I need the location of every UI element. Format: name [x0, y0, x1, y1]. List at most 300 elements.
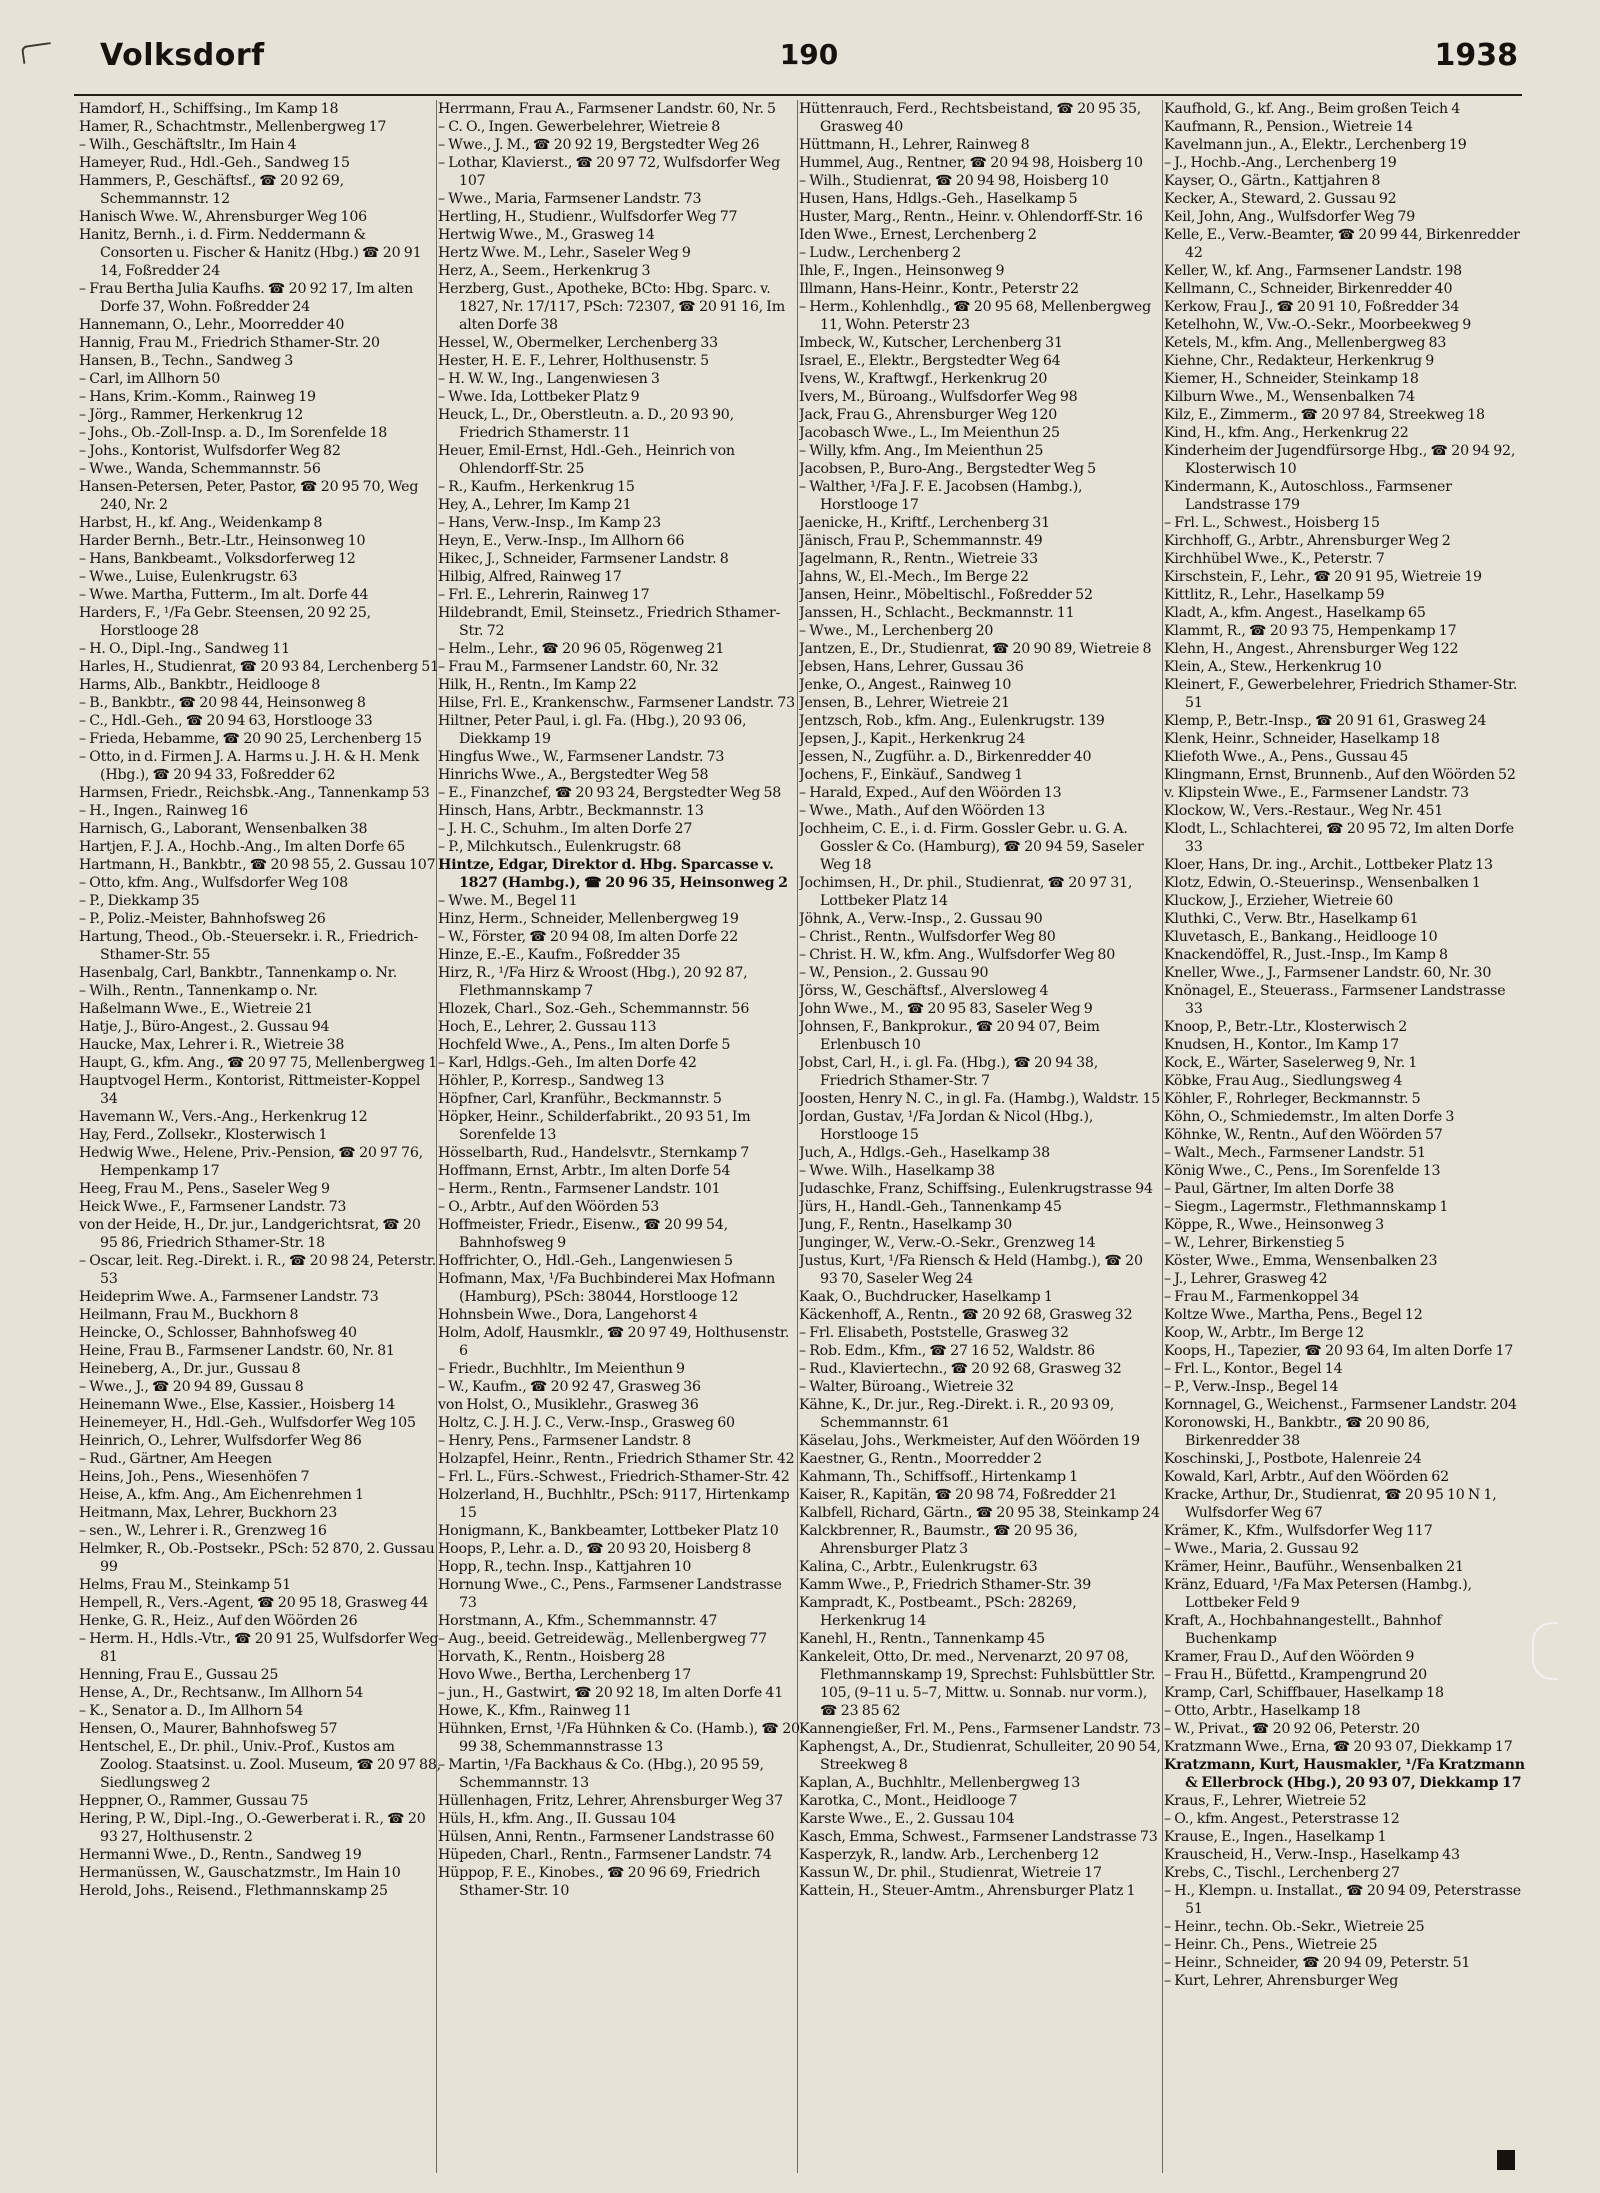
directory-entry: – Frl. L., Fürs.-Schwest., Friedrich-Sthamer-Str. 42	[438, 1469, 790, 1485]
directory-entry: – C., Hdl.-Geh., ☎ 20 94 63, Horstlooge 33	[79, 713, 373, 729]
directory-entry: Hinsch, Hans, Arbtr., Beckmannstr. 13	[438, 803, 704, 819]
directory-entry: Kladt, A., kfm. Angest., Haselkamp 65	[1164, 605, 1426, 621]
directory-entry: Heyn, E., Verw.-Insp., Im Allhorn 66	[438, 533, 685, 549]
directory-entry: Jochens, F., Einkäuf., Sandweg 1	[799, 767, 1023, 783]
directory-entry: – Siegm., Lagermstr., Flethmannskamp 1	[1164, 1199, 1449, 1215]
directory-entry: Knoop, P., Betr.-Ltr., Klosterwisch 2	[1164, 1019, 1408, 1035]
directory-entry: – Wwe., M., Lerchenberg 20	[799, 623, 994, 639]
directory-entry: Illmann, Hans-Heinr., Kontr., Peterstr 22	[799, 281, 1079, 297]
directory-entry: – W., Förster, ☎ 20 94 08, Im alten Dorfe 22	[438, 929, 739, 945]
directory-entry: Heitmann, Max, Lehrer, Buckhorn 23	[79, 1505, 338, 1521]
directory-entry: – Ludw., Lerchenberg 2	[799, 245, 961, 261]
column-divider	[1162, 100, 1163, 2173]
directory-entry: Heppner, O., Rammer, Gussau 75	[79, 1793, 309, 1809]
directory-entry: John Wwe., M., ☎ 20 95 83, Saseler Weg 9	[799, 1001, 1093, 1017]
directory-entry: Harles, H., Studienrat, ☎ 20 93 84, Lerchenberg 51	[79, 659, 439, 675]
directory-entry: Hermanüssen, W., Gauschatzmstr., Im Hain 10	[79, 1865, 401, 1881]
directory-entry: Keil, John, Ang., Wulfsdorfer Weg 79	[1164, 209, 1416, 225]
directory-entry: Jacobsen, P., Buro-Ang., Bergstedter Weg 5	[799, 461, 1096, 477]
directory-entry: Heeg, Frau M., Pens., Saseler Weg 9	[79, 1181, 330, 1197]
margin-bracket-mark	[1532, 1622, 1558, 1680]
directory-entry: Hamer, R., Schachtmstr., Mellenbergweg 17	[79, 119, 387, 135]
directory-entry: Hoffrichter, O., Hdl.-Geh., Langenwiesen 5	[438, 1253, 733, 1269]
directory-entry: Kannengießer, Frl. M., Pens., Farmsener Landstr. 73	[799, 1721, 1161, 1737]
directory-entry: – Wwe., Wanda, Schemmannstr. 56	[79, 461, 321, 477]
entry-column-1	[79, 100, 441, 2179]
directory-entry: Howe, K., Kfm., Rainweg 11	[438, 1703, 632, 1719]
directory-entry: – Wwe. M., Begel 11	[438, 893, 578, 909]
directory-entry: – H. W. W., Ing., Langenwiesen 3	[438, 371, 660, 387]
directory-entry: – W., Privat., ☎ 20 92 06, Peterstr. 20	[1164, 1721, 1420, 1737]
directory-entry: Kavelmann jun., A., Elektr., Lerchenberg 19	[1164, 137, 1467, 153]
directory-entry: – Herm., Rentn., Farmsener Landstr. 101	[438, 1181, 721, 1197]
page-number: 190	[779, 38, 839, 71]
directory-entry: Haucke, Max, Lehrer i. R., Wietreie 38	[79, 1037, 345, 1053]
directory-entry: Hanitz, Bernh., i. d. Firm. Neddermann & Consorten u. Fischer & Hanitz (Hbg.) ☎ 20 91 14, Foßredder 24	[79, 227, 422, 279]
directory-entry: Hingfus Wwe., W., Farmsener Landstr. 73	[438, 749, 725, 765]
directory-entry: Kratzmann, Kurt, Hausmakler, ¹/Fa Kratzmann & Ellerbrock (Hbg.), 20 93 07, Diekkamp 17	[1164, 1757, 1525, 1791]
directory-entry: Krauscheid, H., Verw.-Insp., Haselkamp 43	[1164, 1847, 1460, 1863]
directory-entry: Kränz, Eduard, ¹/Fa Max Petersen (Hambg.), Lottbeker Feld 9	[1164, 1577, 1472, 1611]
directory-entry: Hintze, Edgar, Direktor d. Hbg. Sparcasse v. 1827 (Hambg.), ☎ 20 96 35, Heinsonweg 2	[438, 857, 788, 891]
directory-entry: Hermanni Wwe., D., Rentn., Sandweg 19	[79, 1847, 362, 1863]
directory-entry: Kasch, Emma, Schwest., Farmsener Landstrasse 73	[799, 1829, 1158, 1845]
directory-entry: – Frau M., Farmenkoppel 34	[1164, 1289, 1360, 1305]
directory-entry: Kracke, Arthur, Dr., Studienrat, ☎ 20 95 10 N 1, Wulfsdorfer Weg 67	[1164, 1487, 1497, 1521]
directory-entry: – Frl. Elisabeth, Poststelle, Grasweg 32	[799, 1325, 1069, 1341]
directory-entry: Jessen, N., Zugführ. a. D., Birkenredder 40	[799, 749, 1092, 765]
directory-entry: Käckenhoff, A., Rentn., ☎ 20 92 68, Grasweg 32	[799, 1307, 1133, 1323]
directory-entry: Kaestner, G., Rentn., Moorredder 2	[799, 1451, 1042, 1467]
directory-entry: – Otto, Arbtr., Haselkamp 18	[1164, 1703, 1361, 1719]
directory-entry: Kankeleit, Otto, Dr. med., Nervenarzt, 20 97 08, Flethmannskamp 19, Sprechst: Fuhlsbüttler Str. 105, (9–11 u. 5–7, Mittw. u. Sonnab. nur vorm.), ☎ 23 85 62	[799, 1649, 1156, 1719]
directory-entry: Hoffmann, Ernst, Arbtr., Im alten Dorfe 54	[438, 1163, 731, 1179]
directory-entry: – K., Senator a. D., Im Allhorn 54	[79, 1703, 304, 1719]
directory-entry: Hensen, O., Maurer, Bahnhofsweg 57	[79, 1721, 338, 1737]
directory-entry: – Karl, Hdlgs.-Geh., Im alten Dorfe 42	[438, 1055, 697, 1071]
entry-column-4	[1164, 100, 1526, 2179]
directory-entry: Kalbfell, Richard, Gärtn., ☎ 20 95 38, Steinkamp 24	[799, 1505, 1160, 1521]
directory-entry: Hartmann, H., Bankbtr., ☎ 20 98 55, 2. Gussau 107	[79, 857, 436, 873]
directory-entry: Hösselbarth, Rud., Handelsvtr., Sternkamp 7	[438, 1145, 750, 1161]
directory-entry: Hoch, E., Lehrer, 2. Gussau 113	[438, 1019, 657, 1035]
header-rule	[74, 94, 1522, 96]
directory-entry: – H., Klempn. u. Installat., ☎ 20 94 09, Peterstrasse 51	[1164, 1883, 1521, 1917]
directory-entry: Harbst, H., kf. Ang., Weidenkamp 8	[79, 515, 323, 531]
directory-entry: – Walther, ¹/Fa J. F. E. Jacobsen (Hambg.), Horstlooge 17	[799, 479, 1083, 513]
directory-entry: Ivers, M., Büroang., Wulfsdorfer Weg 98	[799, 389, 1078, 405]
directory-entry: – W., Pension., 2. Gussau 90	[799, 965, 989, 981]
directory-entry: Hüpeden, Charl., Rentn., Farmsener Landstr. 74	[438, 1847, 772, 1863]
directory-entry: Hüllenhagen, Fritz, Lehrer, Ahrensburger Weg 37	[438, 1793, 783, 1809]
directory-entry: Hilse, Frl. E., Krankenschw., Farmsener Landstr. 73	[438, 695, 795, 711]
directory-entry: Holm, Adolf, Hausmklr., ☎ 20 97 49, Holthusenstr. 6	[438, 1325, 790, 1359]
directory-entry: – P., Milchkutsch., Eulenkrugstr. 68	[438, 839, 682, 855]
directory-entry: Hilk, H., Rentn., Im Kamp 22	[438, 677, 637, 693]
directory-entry: Helms, Frau M., Steinkamp 51	[79, 1577, 291, 1593]
directory-entry: – Rud., Gärtner, Am Heegen	[79, 1451, 272, 1467]
corner-pencil-mark	[21, 42, 53, 64]
directory-entry: Hartjen, F. J. A., Hochb.-Ang., Im alten Dorfe 65	[79, 839, 406, 855]
directory-entry: Kanehl, H., Rentn., Tannenkamp 45	[799, 1631, 1045, 1647]
directory-entry: Kähne, K., Dr. jur., Reg.-Direkt. i. R., 20 93 09, Schemmannstr. 61	[799, 1397, 1115, 1431]
directory-entry: Kassun W., Dr. phil., Studienrat, Wietreie 17	[799, 1865, 1102, 1881]
directory-entry: Heinemann Wwe., Else, Kassier., Hoisberg 14	[79, 1397, 396, 1413]
directory-entry: Höpfner, Carl, Kranführ., Beckmannstr. 5	[438, 1091, 722, 1107]
directory-entry: Kaufhold, G., kf. Ang., Beim großen Teich 4	[1164, 101, 1461, 117]
directory-entry: Kaphengst, A., Dr., Studienrat, Schulleiter, 20 90 54, Streekweg 8	[799, 1739, 1161, 1773]
directory-entry: – Carl, im Allhorn 50	[79, 371, 221, 387]
directory-entry: – Wwe., Math., Auf den Wöörden 13	[799, 803, 1045, 819]
directory-entry: – Frl. E., Lehrerin, Rainweg 17	[438, 587, 650, 603]
directory-entry: Ivens, W., Kraftwgf., Herkenkrug 20	[799, 371, 1048, 387]
directory-entry: Knönagel, E., Steuerass., Farmsener Landstrasse 33	[1164, 983, 1506, 1017]
directory-entry: Kamm Wwe., P., Friedrich Sthamer-Str. 39	[799, 1577, 1092, 1593]
directory-entry: Jobst, Carl, H., i. gl. Fa. (Hbg.), ☎ 20 94 38, Friedrich Sthamer-Str. 7	[799, 1055, 1099, 1089]
directory-entry: – Herm. H., Hdls.-Vtr., ☎ 20 91 25, Wulfsdorfer Weg 81	[79, 1631, 439, 1665]
directory-entry: Hessel, W., Obermelker, Lerchenberg 33	[438, 335, 718, 351]
directory-entry: Hohnsbein Wwe., Dora, Langehorst 4	[438, 1307, 698, 1323]
directory-entry: – J. H. C., Schuhm., Im alten Dorfe 27	[438, 821, 693, 837]
directory-entry: Knackendöffel, R., Just.-Insp., Im Kamp 8	[1164, 947, 1448, 963]
directory-entry: – Harald, Exped., Auf den Wöörden 13	[799, 785, 1062, 801]
directory-entry: Hüls, H., kfm. Ang., II. Gussau 104	[438, 1811, 677, 1827]
directory-entry: Kirchhübel Wwe., K., Peterstr. 7	[1164, 551, 1385, 567]
directory-entry: Heick Wwe., F., Farmsener Landstr. 73	[79, 1199, 347, 1215]
directory-entry: Horstmann, A., Kfm., Schemmannstr. 47	[438, 1613, 718, 1629]
directory-entry: Hentschel, E., Dr. phil., Univ.-Prof., Kustos am Zoolog. Staatsinst. u. Zool. Museum, ☎ 20 97 88, Siedlungsweg 2	[79, 1739, 441, 1791]
directory-entry: Junginger, W., Verw.-O.-Sekr., Grenzweg 14	[799, 1235, 1096, 1251]
directory-entry: – Walt., Mech., Farmsener Landstr. 51	[1164, 1145, 1426, 1161]
directory-entry: – Rud., Klaviertechn., ☎ 20 92 68, Grasweg 32	[799, 1361, 1122, 1377]
directory-entry: Harders, F., ¹/Fa Gebr. Steensen, 20 92 25, Horstlooge 28	[79, 605, 371, 639]
directory-entry: Klemp, P., Betr.-Insp., ☎ 20 91 61, Grasweg 24	[1164, 713, 1487, 729]
directory-entry: Jürs, H., Handl.-Geh., Tannenkamp 45	[799, 1199, 1062, 1215]
directory-entry: Hertling, H., Studienr., Wulfsdorfer Weg 77	[438, 209, 738, 225]
directory-entry: Joosten, Henry N. C., in gl. Fa. (Hambg.), Waldstr. 15	[799, 1091, 1161, 1107]
directory-entry: Jöhnk, A., Verw.-Insp., 2. Gussau 90	[799, 911, 1043, 927]
directory-entry: – H., Ingen., Rainweg 16	[79, 803, 248, 819]
directory-entry: Kindermann, K., Autoschloss., Farmsener Landstrasse 179	[1164, 479, 1452, 513]
directory-entry: Köster, Wwe., Emma, Wensenbalken 23	[1164, 1253, 1438, 1269]
directory-entry: – Heinr., techn. Ob.-Sekr., Wietreie 25	[1164, 1919, 1425, 1935]
directory-entry: Kattein, H., Steuer-Amtm., Ahrensburger Platz 1	[799, 1883, 1136, 1899]
directory-entry: – B., Bankbtr., ☎ 20 98 44, Heinsonweg 8	[79, 695, 366, 711]
end-marker-block	[1497, 2150, 1515, 2170]
directory-entry: Kellmann, C., Schneider, Birkenredder 40	[1164, 281, 1453, 297]
directory-entry: Koschinski, J., Postbote, Halenreie 24	[1164, 1451, 1422, 1467]
directory-entry: Hey, A., Lehrer, Im Kamp 21	[438, 497, 632, 513]
directory-entry: – Wwe. Martha, Futterm., Im alt. Dorfe 44	[79, 587, 369, 603]
directory-entry: Israel, E., Elektr., Bergstedter Weg 64	[799, 353, 1061, 369]
directory-entry: Höpker, Heinr., Schilderfabrikt., 20 93 51, Im Sorenfelde 13	[438, 1109, 751, 1143]
directory-entry: Kratzmann Wwe., Erna, ☎ 20 93 07, Diekkamp 17	[1164, 1739, 1513, 1755]
directory-entry: Herold, Johs., Reisend., Flethmannskamp 25	[79, 1883, 388, 1899]
directory-entry: Heise, A., kfm. Ang., Am Eichenrehmen 1	[79, 1487, 364, 1503]
directory-entry: Hühnken, Ernst, ¹/Fa Hühnken & Co. (Hamb.), ☎ 20 99 38, Schemmannstrasse 13	[438, 1721, 800, 1755]
directory-entry: – Otto, kfm. Ang., Wulfsdorfer Weg 108	[79, 875, 348, 891]
directory-entry: – Herm., Kohlenhdlg., ☎ 20 95 68, Mellenbergweg 11, Wohn. Peterstr 23	[799, 299, 1151, 333]
directory-entry: Klenk, Heinr., Schneider, Haselkamp 18	[1164, 731, 1440, 747]
directory-entry: Jagelmann, R., Rentn., Wietreie 33	[799, 551, 1039, 567]
directory-entry: – Wwe. Wilh., Haselkamp 38	[799, 1163, 995, 1179]
directory-entry: – Frl. L., Kontor., Begel 14	[1164, 1361, 1343, 1377]
directory-entry: Hanisch Wwe. W., Ahrensburger Weg 106	[79, 209, 367, 225]
directory-entry: Hüppop, F. E., Kinobes., ☎ 20 96 69, Friedrich Sthamer-Str. 10	[438, 1865, 761, 1899]
directory-entry: Heincke, O., Schlosser, Bahnhofsweg 40	[79, 1325, 357, 1341]
directory-entry: – sen., W., Lehrer i. R., Grenzweg 16	[79, 1523, 327, 1539]
directory-entry: Haupt, G., kfm. Ang., ☎ 20 97 75, Mellenbergweg 1	[79, 1055, 438, 1071]
directory-entry: Hering, P. W., Dipl.-Ing., O.-Gewerberat i. R., ☎ 20 93 27, Holthusenstr. 2	[79, 1811, 426, 1845]
directory-entry: Huster, Marg., Rentn., Heinr. v. Ohlendorff-Str. 16	[799, 209, 1143, 225]
directory-entry: Herzberg, Gust., Apotheke, BCto: Hbg. Sparc. v. 1827, Nr. 17/117, PSch: 72307, ☎ 20 91 16, Im alten Dorfe 38	[438, 281, 785, 333]
directory-entry: Hirz, R., ¹/Fa Hirz & Wroost (Hbg.), 20 92 87, Flethmannskamp 7	[438, 965, 748, 999]
directory-entry: Kaplan, A., Buchhltr., Mellenbergweg 13	[799, 1775, 1081, 1791]
running-head-year: 1938	[1434, 38, 1518, 73]
directory-entry: – Wilh., Geschäftsltr., Im Hain 4	[79, 137, 297, 153]
directory-entry: Jochimsen, H., Dr. phil., Studienrat, ☎ 20 97 31, Lottbeker Platz 14	[799, 875, 1133, 909]
directory-entry: Hay, Ferd., Zollsekr., Klosterwisch 1	[79, 1127, 328, 1143]
directory-entry: Koronowski, H., Bankbtr., ☎ 20 90 86, Birkenredder 38	[1164, 1415, 1430, 1449]
directory-entry: Hamdorf, H., Schiffsing., Im Kamp 18	[79, 101, 339, 117]
directory-entry: Jentzsch, Rob., kfm. Ang., Eulenkrugstr. 139	[799, 713, 1105, 729]
directory-entry: – Christ. H. W., kfm. Ang., Wulfsdorfer Weg 80	[799, 947, 1116, 963]
directory-entry: Hiltner, Peter Paul, i. gl. Fa. (Hbg.), 20 93 06, Diekkamp 19	[438, 713, 747, 747]
directory-entry: Jordan, Gustav, ¹/Fa Jordan & Nicol (Hbg.), Horstlooge 15	[799, 1109, 1094, 1143]
directory-entry: – Helm., Lehr., ☎ 20 96 05, Rögenweg 21	[438, 641, 725, 657]
directory-entry: Hochfeld Wwe., A., Pens., Im alten Dorfe 5	[438, 1037, 731, 1053]
directory-entry: – Jörg., Rammer, Herkenkrug 12	[79, 407, 304, 423]
directory-entry: – R., Kaufm., Herkenkrug 15	[438, 479, 635, 495]
directory-entry: Kelle, E., Verw.-Beamter, ☎ 20 99 44, Birkenredder 42	[1164, 227, 1520, 261]
directory-entry: Henke, G. R., Heiz., Auf den Wöörden 26	[79, 1613, 358, 1629]
directory-entry: Kliefoth Wwe., A., Pens., Gussau 45	[1164, 749, 1409, 765]
directory-entry: – Hans, Verw.-Insp., Im Kamp 23	[438, 515, 661, 531]
directory-entry: Hinz, Herm., Schneider, Mellenbergweg 19	[438, 911, 739, 927]
directory-entry: Krämer, Heinr., Bauführ., Wensenbalken 21	[1164, 1559, 1464, 1575]
directory-entry: Johnsen, F., Bankprokur., ☎ 20 94 07, Beim Erlenbusch 10	[799, 1019, 1100, 1053]
directory-entry: Kalina, C., Arbtr., Eulenkrugstr. 63	[799, 1559, 1038, 1575]
directory-entry: Karste Wwe., E., 2. Gussau 104	[799, 1811, 1015, 1827]
directory-entry: Harder Bernh., Betr.-Ltr., Heinsonweg 10	[79, 533, 366, 549]
directory-entry: Kiemer, H., Schneider, Steinkamp 18	[1164, 371, 1419, 387]
directory-entry: – E., Finanzchef, ☎ 20 93 24, Bergstedter Weg 58	[438, 785, 782, 801]
directory-entry: Kinderheim der Jugendfürsorge Hbg., ☎ 20 94 92, Klosterwisch 10	[1164, 443, 1516, 477]
directory-entry: Hinze, E.-E., Kaufm., Foßredder 35	[438, 947, 681, 963]
directory-entry: – Frieda, Hebamme, ☎ 20 90 25, Lerchenberg 15	[79, 731, 422, 747]
directory-entry: Kind, H., kfm. Ang., Herkenkrug 22	[1164, 425, 1409, 441]
directory-entry: Hertwig Wwe., M., Grasweg 14	[438, 227, 655, 243]
directory-entry: Herrmann, Frau A., Farmsener Landstr. 60, Nr. 5	[438, 101, 776, 117]
directory-entry: Käselau, Johs., Werkmeister, Auf den Wöörden 19	[799, 1433, 1140, 1449]
directory-entry: – Hans, Krim.-Komm., Rainweg 19	[79, 389, 316, 405]
directory-entry: Heine, Frau B., Farmsener Landstr. 60, Nr. 81	[79, 1343, 395, 1359]
directory-entry: Hannig, Frau M., Friedrich Sthamer-Str. 20	[79, 335, 380, 351]
directory-entry: – Hans, Bankbeamt., Volksdorferweg 12	[79, 551, 356, 567]
directory-entry: Hummel, Aug., Rentner, ☎ 20 94 98, Hoisberg 10	[799, 155, 1143, 171]
directory-entry: Judaschke, Franz, Schiffsing., Eulenkrugstrasse 94	[799, 1181, 1153, 1197]
directory-entry: Köhn, O., Schmiedemstr., Im alten Dorfe 3	[1164, 1109, 1455, 1125]
directory-entry: Krämer, K., Kfm., Wulfsdorfer Weg 117	[1164, 1523, 1433, 1539]
directory-entry: Jörss, W., Geschäftsf., Alversloweg 4	[799, 983, 1049, 999]
directory-entry: Heineberg, A., Dr. jur., Gussau 8	[79, 1361, 301, 1377]
directory-entry: Hornung Wwe., C., Pens., Farmsener Landstrasse 73	[438, 1577, 782, 1611]
directory-entry: – P., Poliz.-Meister, Bahnhofsweg 26	[79, 911, 326, 927]
directory-entry: Hoffmeister, Friedr., Eisenw., ☎ 20 99 54, Bahnhofsweg 9	[438, 1217, 728, 1251]
directory-entry: Kraft, A., Hochbahnangestellt., Bahnhof Buchenkamp	[1164, 1613, 1442, 1647]
directory-entry: Hlozek, Charl., Soz.-Geh., Schemmannstr. 56	[438, 1001, 750, 1017]
directory-entry: Köhnke, W., Rentn., Auf den Wöörden 57	[1164, 1127, 1443, 1143]
entry-column-2	[438, 100, 800, 2179]
directory-entry: Hameyer, Rud., Hdl.-Geh., Sandweg 15	[79, 155, 350, 171]
directory-entry: Heuer, Emil-Ernst, Hdl.-Geh., Heinrich von Ohlendorff-Str. 25	[438, 443, 735, 477]
directory-entry: – Oscar, leit. Reg.-Direkt. i. R., ☎ 20 98 24, Peterstr. 53	[79, 1253, 437, 1287]
directory-entry: Juch, A., Hdlgs.-Geh., Haselkamp 38	[799, 1145, 1050, 1161]
directory-entry: Kluthki, C., Verw. Btr., Haselkamp 61	[1164, 911, 1419, 927]
directory-entry: Hansen, B., Techn., Sandweg 3	[79, 353, 294, 369]
directory-entry: Klein, A., Stew., Herkenkrug 10	[1164, 659, 1382, 675]
directory-entry: – Friedr., Buchhltr., Im Meienthun 9	[438, 1361, 685, 1377]
directory-entry: Jänisch, Frau P., Schemmannstr. 49	[799, 533, 1043, 549]
directory-entry: Hoops, P., Lehr. a. D., ☎ 20 93 20, Hoisberg 8	[438, 1541, 751, 1557]
directory-entry: Jaenicke, H., Kriftf., Lerchenberg 31	[799, 515, 1050, 531]
directory-entry: Holzapfel, Heinr., Rentn., Friedrich Sthamer Str. 42	[438, 1451, 795, 1467]
directory-entry: – Frau H., Büfettd., Krampengrund 20	[1164, 1667, 1427, 1683]
directory-entry: – Wwe., Maria, 2. Gussau 92	[1164, 1541, 1359, 1557]
directory-entry: Kahmann, Th., Schiffsoff., Hirtenkamp 1	[799, 1469, 1078, 1485]
directory-entry: König Wwe., C., Pens., Im Sorenfelde 13	[1164, 1163, 1441, 1179]
directory-entry: Knudsen, H., Kontor., Im Kamp 17	[1164, 1037, 1399, 1053]
directory-entry: Heinrich, O., Lehrer, Wulfsdorfer Weg 86	[79, 1433, 362, 1449]
directory-entry: Köppe, R., Wwe., Heinsonweg 3	[1164, 1217, 1384, 1233]
directory-entry: Husen, Hans, Hdlgs.-Geh., Haselkamp 5	[799, 191, 1078, 207]
directory-entry: – Wilh., Rentn., Tannenkamp o. Nr.	[79, 983, 318, 999]
directory-entry: Köbke, Frau Aug., Siedlungsweg 4	[1164, 1073, 1403, 1089]
directory-entry: – Frau Bertha Julia Kaufhs. ☎ 20 92 17, Im alten Dorfe 37, Wohn. Foßredder 24	[79, 281, 414, 315]
directory-entry: – Aug., beeid. Getreidewäg., Mellenbergweg 77	[438, 1631, 768, 1647]
directory-entry: Kilburn Wwe., M., Wensenbalken 74	[1164, 389, 1415, 405]
directory-entry: Kneller, Wwe., J., Farmsener Landstr. 60, Nr. 30	[1164, 965, 1492, 981]
directory-entry: Holtz, C. J. H. J. C., Verw.-Insp., Grasweg 60	[438, 1415, 735, 1431]
directory-entry: – P., Diekkamp 35	[79, 893, 200, 909]
directory-entry: Kerkow, Frau J., ☎ 20 91 10, Foßredder 34	[1164, 299, 1460, 315]
directory-entry: Harmsen, Friedr., Reichsbk.-Ang., Tannenkamp 53	[79, 785, 430, 801]
page-header	[100, 38, 1518, 78]
directory-entry: – Henry, Pens., Farmsener Landstr. 8	[438, 1433, 691, 1449]
directory-entry: Havemann W., Vers.-Ang., Herkenkrug 12	[79, 1109, 368, 1125]
directory-entry: – H. O., Dipl.-Ing., Sandweg 11	[79, 641, 290, 657]
directory-entry: Kiehne, Chr., Redakteur, Herkenkrug 9	[1164, 353, 1435, 369]
directory-entry: Kayser, O., Gärtn., Kattjahren 8	[1164, 173, 1381, 189]
directory-entry: – C. O., Ingen. Gewerbelehrer, Wietreie 8	[438, 119, 721, 135]
directory-entry: Hilbig, Alfred, Rainweg 17	[438, 569, 622, 585]
directory-entry: Kaiser, R., Kapitän, ☎ 20 98 74, Foßredder 21	[799, 1487, 1118, 1503]
directory-entry: Krebs, C., Tischl., Lerchenberg 27	[1164, 1865, 1400, 1881]
directory-entry: von der Heide, H., Dr. jur., Landgerichtsrat, ☎ 20 95 86, Friedrich Sthamer-Str. 18	[79, 1217, 421, 1251]
directory-entry: Ihle, F., Ingen., Heinsonweg 9	[799, 263, 1005, 279]
directory-entry: Hinrichs Wwe., A., Bergstedter Weg 58	[438, 767, 709, 783]
directory-entry: Hülsen, Anni, Rentn., Farmsener Landstrasse 60	[438, 1829, 775, 1845]
directory-entry: – Paul, Gärtner, Im alten Dorfe 38	[1164, 1181, 1395, 1197]
directory-entry: Hedwig Wwe., Helene, Priv.-Pension, ☎ 20 97 76, Hempenkamp 17	[79, 1145, 423, 1179]
directory-entry: Hertz Wwe. M., Lehr., Saseler Weg 9	[438, 245, 691, 261]
directory-entry: Klammt, R., ☎ 20 93 75, Hempenkamp 17	[1164, 623, 1457, 639]
directory-entry: Kock, E., Wärter, Saselerweg 9, Nr. 1	[1164, 1055, 1418, 1071]
directory-entry: Jebsen, Hans, Lehrer, Gussau 36	[799, 659, 1024, 675]
directory-entry: – jun., H., Gastwirt, ☎ 20 92 18, Im alten Dorfe 41	[438, 1685, 784, 1701]
directory-entry: Keller, W., kf. Ang., Farmsener Landstr. 198	[1164, 263, 1462, 279]
directory-entry: Janssen, H., Schlacht., Beckmannstr. 11	[799, 605, 1075, 621]
directory-entry: Helmker, R., Ob.-Postsekr., PSch: 52 870, 2. Gussau 99	[79, 1541, 435, 1575]
directory-entry: – Wwe., Luise, Eulenkrugstr. 63	[79, 569, 298, 585]
directory-entry: Haßelmann Wwe., E., Wietreie 21	[79, 1001, 313, 1017]
directory-entry: Heilmann, Frau M., Buckhorn 8	[79, 1307, 299, 1323]
directory-entry: Kilz, E., Zimmerm., ☎ 20 97 84, Streekweg 18	[1164, 407, 1485, 423]
directory-entry: – O., Arbtr., Auf den Wöörden 53	[438, 1199, 660, 1215]
directory-entry: Hester, H. E. F., Lehrer, Holthusenstr. 5	[438, 353, 709, 369]
directory-entry: Höhler, P., Korresp., Sandweg 13	[438, 1073, 665, 1089]
directory-entry: – Christ., Rentn., Wulfsdorfer Weg 80	[799, 929, 1056, 945]
directory-entry: Jung, F., Rentn., Haselkamp 30	[799, 1217, 1013, 1233]
directory-entry: Kirschstein, F., Lehr., ☎ 20 91 95, Wietreie 19	[1164, 569, 1482, 585]
directory-entry: Hempell, R., Vers.-Agent, ☎ 20 95 18, Grasweg 44	[79, 1595, 429, 1611]
running-head-place: Volksdorf	[100, 38, 265, 73]
directory-entry: Kasperzyk, R., landw. Arb., Lerchenberg 12	[799, 1847, 1099, 1863]
directory-entry: Kampradt, K., Postbeamt., PSch: 28269, Herkenkrug 14	[799, 1595, 1077, 1629]
directory-entry: – Otto, in d. Firmen J. A. Harms u. J. H. & H. Menk (Hbg.), ☎ 20 94 33, Foßredder 62	[79, 749, 420, 783]
directory-entry: Jantzen, E., Dr., Studienrat, ☎ 20 90 89, Wietreie 8	[799, 641, 1152, 657]
directory-entry: Hammers, P., Geschäftsf., ☎ 20 92 69, Schemmannstr. 12	[79, 173, 344, 207]
directory-entry: Koops, H., Tapezier, ☎ 20 93 64, Im alten Dorfe 17	[1164, 1343, 1514, 1359]
directory-entry: Kluvetasch, E., Bankang., Heidlooge 10	[1164, 929, 1438, 945]
directory-entry: Hildebrandt, Emil, Steinsetz., Friedrich Sthamer-Str. 72	[438, 605, 781, 639]
directory-entry: Klockow, W., Vers.-Restaur., Weg Nr. 451	[1164, 803, 1444, 819]
directory-entry: Hüttenrauch, Ferd., Rechtsbeistand, ☎ 20 95 35, Grasweg 40	[799, 101, 1142, 135]
directory-entry: Klotz, Edwin, O.-Steuerinsp., Wensenbalken 1	[1164, 875, 1481, 891]
directory-entry: Jepsen, J., Kapit., Herkenkrug 24	[799, 731, 1026, 747]
directory-entry: Kluckow, J., Erzieher, Wietreie 60	[1164, 893, 1394, 909]
directory-entry: Kramp, Carl, Schiffbauer, Haselkamp 18	[1164, 1685, 1444, 1701]
directory-entry: Hasenbalg, Carl, Bankbtr., Tannenkamp o. Nr.	[79, 965, 398, 981]
directory-entry: – Martin, ¹/Fa Backhaus & Co. (Hbg.), 20 95 59, Schemmannstr. 13	[438, 1757, 764, 1791]
directory-entry: Kowald, Karl, Arbtr., Auf den Wöörden 62	[1164, 1469, 1449, 1485]
directory-entry: – W., Lehrer, Birkenstieg 5	[1164, 1235, 1345, 1251]
directory-entry: – Heinr., Schneider, ☎ 20 94 09, Peterstr. 51	[1164, 1955, 1471, 1971]
directory-entry: Horvath, K., Rentn., Hoisberg 28	[438, 1649, 665, 1665]
directory-entry: – Wwe., J. M., ☎ 20 92 19, Bergstedter Weg 26	[438, 137, 760, 153]
directory-entry: – O., kfm. Angest., Peterstrasse 12	[1164, 1811, 1400, 1827]
directory-entry: Ketelhohn, W., Vw.-O.-Sekr., Moorbeekweg 9	[1164, 317, 1472, 333]
directory-entry: Hatje, J., Büro-Angest., 2. Gussau 94	[79, 1019, 330, 1035]
directory-entry: Kloer, Hans, Dr. ing., Archit., Lottbeker Platz 13	[1164, 857, 1493, 873]
directory-entry: Heuck, L., Dr., Oberstleutn. a. D., 20 93 90, Friedrich Sthamerstr. 11	[438, 407, 734, 441]
directory-entry: Henning, Frau E., Gussau 25	[79, 1667, 279, 1683]
directory-entry: Klodt, L., Schlachterei, ☎ 20 95 72, Im alten Dorfe 33	[1164, 821, 1514, 855]
directory-entry: Jacobasch Wwe., L., Im Meienthun 25	[799, 425, 1060, 441]
directory-entry: Koop, W., Arbtr., Im Berge 12	[1164, 1325, 1365, 1341]
directory-entry: Hofmann, Max, ¹/Fa Buchbinderei Max Hofmann (Hamburg), PSch: 38044, Horstlooge 12	[438, 1271, 776, 1305]
directory-entry: Kecker, A., Steward, 2. Gussau 92	[1164, 191, 1397, 207]
directory-entry: Heideprim Wwe. A., Farmsener Landstr. 73	[79, 1289, 379, 1305]
directory-entry: Holzerland, H., Buchhltr., PSch: 9117, Hirtenkamp 15	[438, 1487, 790, 1521]
directory-entry: – Wwe., Maria, Farmsener Landstr. 73	[438, 191, 702, 207]
directory-entry: – Wwe. Ida, Lottbeker Platz 9	[438, 389, 640, 405]
directory-entry: – W., Kaufm., ☎ 20 92 47, Grasweg 36	[438, 1379, 701, 1395]
directory-entry: Köhler, F., Rohrleger, Beckmannstr. 5	[1164, 1091, 1421, 1107]
directory-entry: von Holst, O., Musiklehr., Grasweg 36	[438, 1397, 699, 1413]
directory-entry: Jochheim, C. E., i. d. Firm. Gossler Gebr. u. G. A. Gossler & Co. (Hamburg), ☎ 20 94 59, Saseler Weg 18	[799, 821, 1144, 873]
directory-entry: Koltze Wwe., Martha, Pens., Begel 12	[1164, 1307, 1423, 1323]
